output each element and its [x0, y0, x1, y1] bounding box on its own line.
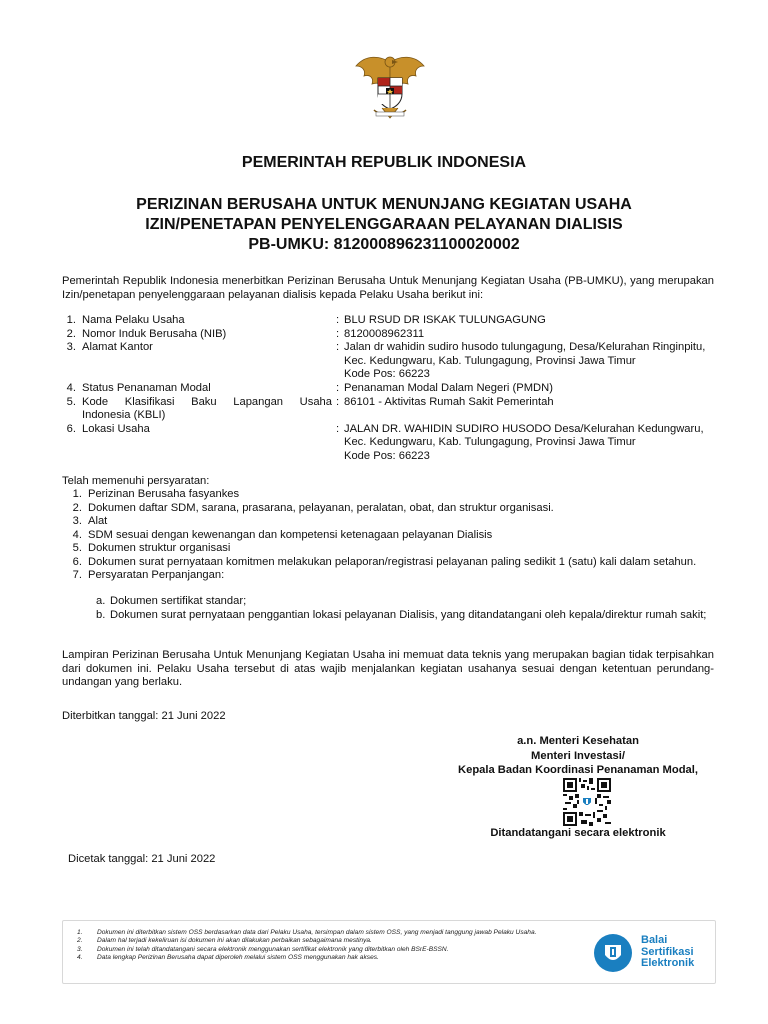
qr-code-icon: [563, 778, 611, 826]
info-value: 86101 - Aktivitas Rumah Sakit Pemerintah: [344, 395, 554, 408]
info-number: 6.: [66, 422, 76, 435]
garuda-emblem-icon: [352, 52, 428, 122]
bsre-logo-icon: [593, 933, 633, 973]
document-title-line1: PERIZINAN BERUSAHA UNTUK MENUNJANG KEGIATAN USAHA: [136, 196, 632, 213]
list-item: 6. Dokumen surat pernyataan komitmen melakukan pelaporan/registrasi pelayanan paling sedikit 1 (satu) kali dalam setahun.: [72, 555, 697, 568]
info-row-address: 3. Alamat Kantor : Jalan dr wahidin sudiro husodo tulungagung, Desa/Kelurahan Ringinpitu, Kec. Kedungwaru, Kab. Tulungagung, Provinsi Jawa Timur Kode Pos: 66223: [62, 341, 714, 382]
extension-requirements-list: [96, 595, 716, 622]
info-label: Lokasi Usaha: [82, 422, 150, 435]
info-value: JALAN DR. WAHIDIN SUDIRO HUSODO Desa/Kelurahan Kedungwaru, Kec. Kedungwaru, Kab. Tulungagung, Provinsi Jawa Timur Kode Pos: 66223: [344, 422, 704, 462]
requirements-title: Telah memenuhi persyaratan:: [62, 475, 210, 487]
printed-date: Dicetak tanggal: 21 Juni 2022: [68, 853, 216, 865]
bsre-logo: Balai Sertifikasi Elektronik: [593, 933, 711, 973]
list-item: 4. SDM sesuai dengan kewenangan dan kompetensi ketenagaan pelayanan Dialisis: [72, 528, 493, 541]
footer-notes: [77, 929, 567, 963]
footer-notes-box: [62, 920, 716, 984]
info-number: 2.: [66, 327, 76, 340]
info-row-investment: 4. Status Penanaman Modal : Penanaman Modal Dalam Negeri (PMDN): [62, 382, 714, 396]
signatory-line3: Kepala Badan Koordinasi Penanaman Modal,: [458, 764, 698, 776]
info-label: Kode Klasifikasi Baku Lapangan Usaha Indonesia (KBLI): [82, 395, 332, 422]
signatory-line1: a.n. Menteri Kesehatan: [517, 735, 639, 747]
license-number: PB-UMKU: 812000896231100020002: [248, 236, 520, 253]
closing-paragraph: Lampiran Perizinan Berusaha Untuk Menunjang Kegiatan Usaha ini memuat data teknis yang merupakan bagian tidak terpisahkan dari dokumen ini. Pelaku Usaha tersebut di atas wajib menjalankan kegiatan usahanya sesuai dengan ketentuan perundang-undangan yang berlaku.: [62, 649, 714, 689]
issued-date: Diterbitkan tanggal: 21 Juni 2022: [62, 710, 226, 722]
info-label: Nomor Induk Berusaha (NIB): [82, 327, 227, 340]
info-value: Penanaman Modal Dalam Negeri (PMDN): [344, 381, 553, 394]
document-title-line2: IZIN/PENETAPAN PENYELENGGARAAN PELAYANAN DIALISIS: [145, 216, 623, 233]
info-label: Alamat Kantor: [82, 341, 153, 354]
info-label: Nama Pelaku Usaha: [82, 314, 185, 326]
info-row-location: 6. Lokasi Usaha : JALAN DR. WAHIDIN SUDIRO HUSODO Desa/Kelurahan Kedungwaru, Kec. Kedungwaru, Kab. Tulungagung, Provinsi Jawa Timur Kode Pos: 66223: [62, 423, 714, 464]
list-item: b. Dokumen surat pernyataan penggantian lokasi pelayanan Dialisis, yang ditandatangani oleh kepala/direktur rumah sakit;: [96, 608, 707, 621]
intro-paragraph: Pemerintah Republik Indonesia menerbitkan Perizinan Berusaha Untuk Menunjang Kegiatan Usaha (PB-UMKU), yang merupakan Izin/penetapan penyelenggaraan pelayanan dialisis kepada Pelaku Usaha berikut ini:: [62, 275, 714, 301]
list-item: 1. Perizinan Berusaha fasyankes: [72, 488, 240, 500]
info-row-name: 1. Nama Pelaku Usaha : BLU RSUD DR ISKAK TULUNGAGUNG: [62, 314, 714, 328]
info-label: Status Penanaman Modal: [82, 381, 211, 394]
info-number: 3.: [66, 341, 76, 354]
list-item: 5. Dokumen struktur organisasi: [72, 542, 231, 554]
info-value: 8120008962311: [344, 327, 425, 340]
info-row-nib: 2. Nomor Induk Berusaha (NIB) : 8120008962311: [62, 328, 714, 342]
government-heading: PEMERINTAH REPUBLIK INDONESIA: [241, 154, 527, 171]
requirements-list: [62, 488, 714, 583]
info-value: Jalan dr wahidin sudiro husodo tulungagung, Desa/Kelurahan Ringinpitu, Kec. Kedungwaru, Kab. Tulungagung, Provinsi Jawa Timur Kode Pos: 66223: [344, 341, 706, 381]
info-number: 5.: [66, 395, 76, 408]
list-item: 7. Persyaratan Perpanjangan:: [72, 569, 225, 581]
info-row-kbli: 5. Kode Klasifikasi Baku Lapangan Usaha Indonesia (KBLI) : 86101 - Aktivitas Rumah Sakit Pemerintah: [62, 396, 714, 423]
info-value: BLU RSUD DR ISKAK TULUNGAGUNG: [344, 314, 546, 326]
list-item: 2. Dalam hal terjadi kekeliruan isi dokumen ini akan dilakukan perbaikan sebagaimana mestinya.: [77, 937, 372, 945]
signatory-line2: Menteri Investasi/: [531, 750, 625, 762]
business-info-list: [62, 314, 714, 464]
list-item: a. Dokumen sertifikat standar;: [96, 595, 247, 607]
list-item: 4. Data lengkap Perizinan Berusaha dapat diperoleh melalui sistem OSS menggunakan hak akses.: [77, 954, 379, 962]
list-item: 1. Dokumen ini diterbitkan sistem OSS berdasarkan data dari Pelaku Usaha, tersimpan dalam sistem OSS, yang menjadi tanggung jawab Pelaku Usaha.: [77, 929, 537, 936]
info-number: 1.: [66, 314, 76, 326]
list-item: 3. Dokumen ini telah ditandatangani secara elektronik menggunakan sertifikat elektronik yang diterbitkan oleh BSrE-BSSN.: [77, 945, 449, 953]
electronic-signature-note: Ditandatangani secara elektronik: [490, 827, 666, 839]
list-item: 3. Alat: [72, 515, 108, 527]
list-item: 2. Dokumen daftar SDM, sarana, prasarana, pelayanan, peralatan, obat, dan struktur organisasi.: [72, 501, 554, 514]
info-number: 4.: [66, 381, 76, 394]
